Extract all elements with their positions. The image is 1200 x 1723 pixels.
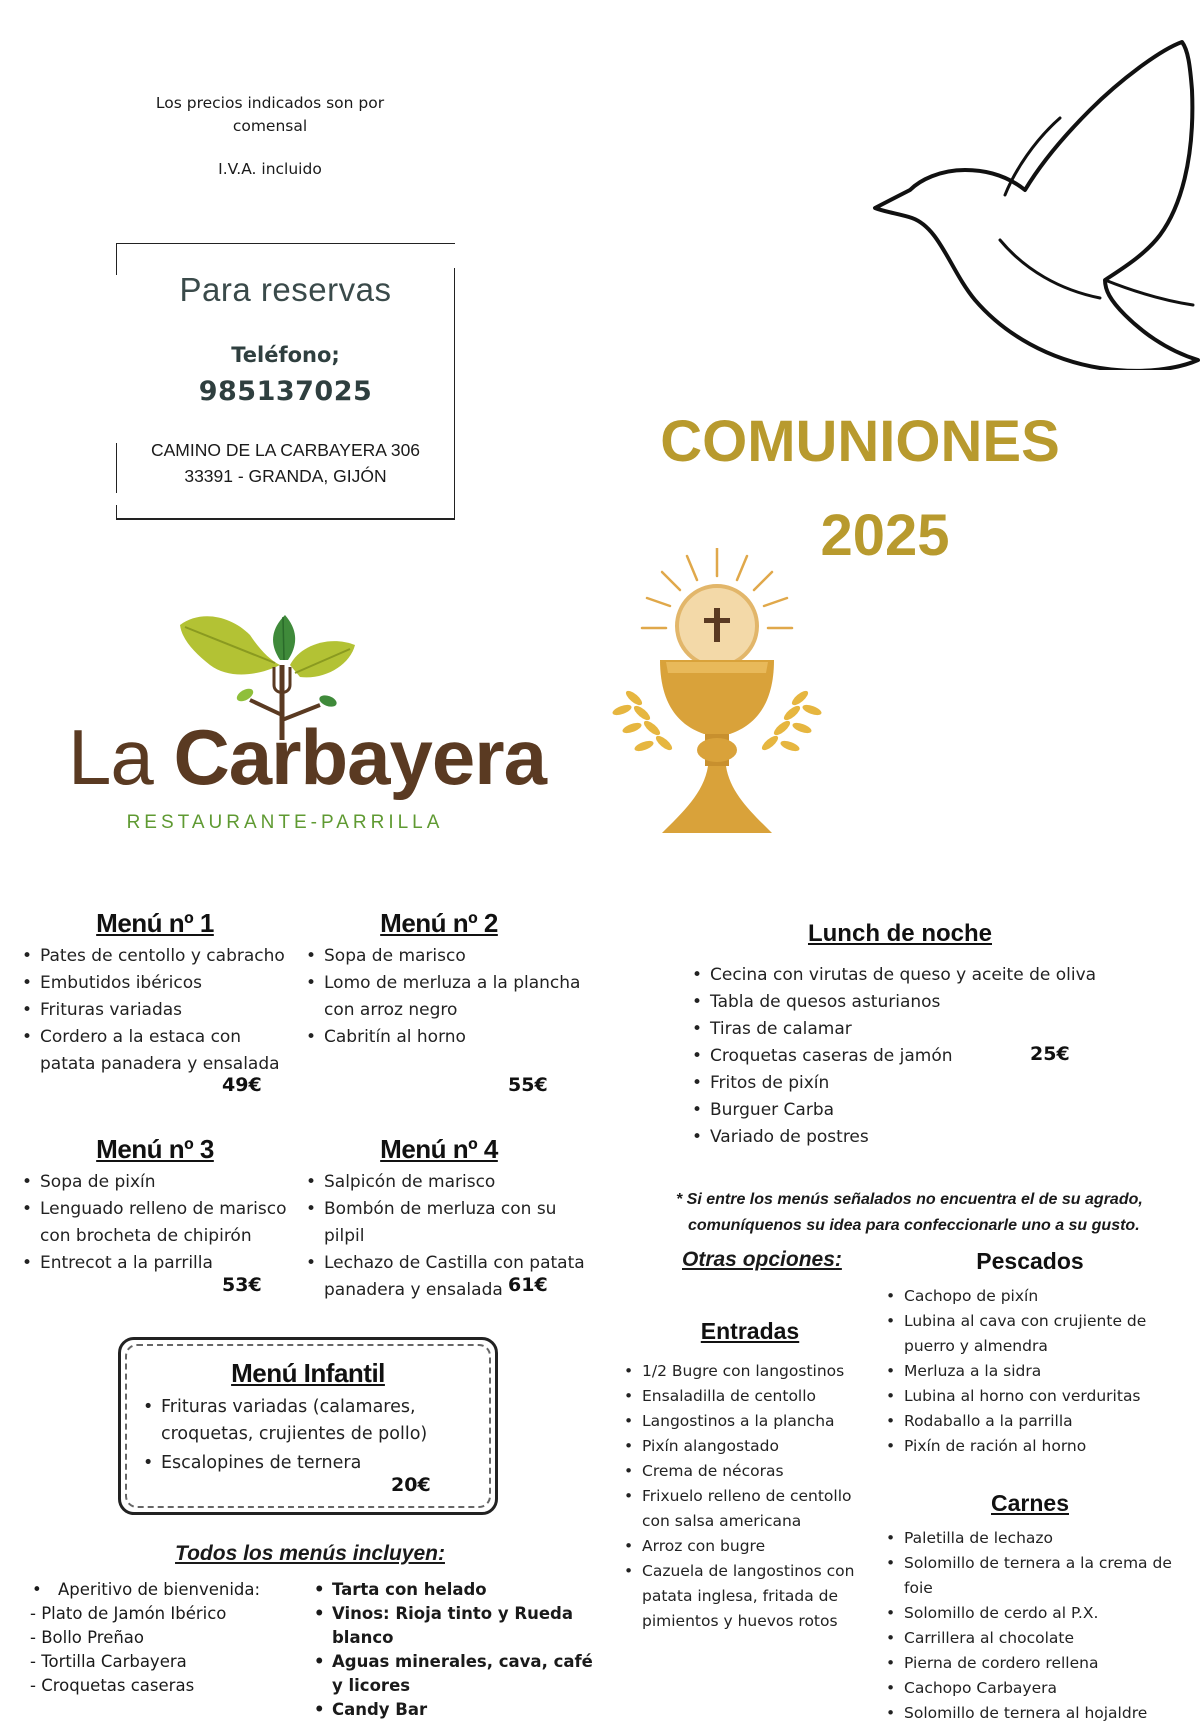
list-item: • Croquetas caseras de jamón: [690, 1043, 1110, 1070]
note-line2: comuníquenos su idea para confeccionarle uno a su gusto.: [688, 1217, 1140, 1234]
list-item: • Lomo de merluza a la plancha con arroz negro: [304, 970, 594, 1024]
phone-number: 985137025: [198, 376, 373, 407]
list-item: • Burguer Carba: [690, 1097, 1110, 1124]
price-note-line1: Los precios indicados son por: [155, 94, 385, 112]
menu-3-list: [20, 1169, 300, 1277]
list-item: • Pixín de ración al horno: [884, 1434, 1196, 1459]
list-item: • Solomillo de ternera a la crema de foie: [884, 1551, 1196, 1601]
kids-menu-list: [141, 1394, 481, 1477]
list-item: • Aguas minerales, cava, café y licores: [312, 1650, 602, 1698]
reservations-title: Para reservas: [179, 271, 392, 308]
chalice-icon: [612, 548, 822, 848]
list-item: • Cabritín al horno: [304, 1024, 594, 1051]
meats-title: Carnes: [991, 1490, 1069, 1516]
menu-3: [20, 1134, 300, 1296]
list-item: • Entrecot a la parrilla: [20, 1250, 300, 1277]
menu-1-price: 49€: [222, 1074, 262, 1096]
list-item: • Crema de nécoras: [622, 1459, 882, 1484]
list-item: • Tabla de quesos asturianos: [690, 989, 1110, 1016]
list-item: • Langostinos a la plancha: [622, 1409, 882, 1434]
list-item: • Pixín alangostado: [622, 1434, 882, 1459]
list-item: • Arroz con bugre: [622, 1534, 882, 1559]
price-note: [120, 92, 420, 181]
address-line1: CAMINO DE LA CARBAYERA 306: [150, 440, 421, 460]
includes-other-list: [312, 1578, 602, 1722]
menu-2-price: 55€: [508, 1074, 548, 1096]
list-item: • Sopa de marisco: [304, 943, 594, 970]
kids-menu-title: Menú Infantil: [231, 1358, 385, 1388]
fish-title: Pescados: [976, 1248, 1084, 1274]
menu-4: [304, 1134, 594, 1304]
event-year: 2025: [820, 503, 950, 568]
menu-2-title: Menú nº 2: [380, 908, 498, 938]
list-item: • 1/2 Bugre con langostinos: [622, 1359, 882, 1384]
dove-icon: [800, 30, 1200, 370]
aperitif-title: • Aperitivo de bienvenida:: [30, 1578, 310, 1602]
list-item: • Tarta con helado: [312, 1578, 602, 1602]
address-line2: 33391 - GRANDA, GIJÓN: [184, 466, 387, 486]
logo-subtitle: RESTAURANTE-PARRILLA: [126, 812, 444, 833]
list-item: - Croquetas caseras: [30, 1676, 195, 1695]
list-item: • Tiras de calamar: [690, 1016, 1110, 1043]
menu-2-list: [304, 943, 594, 1051]
menu-4-price: 61€: [508, 1274, 548, 1296]
list-item: • Lubina al cava con crujiente de puerro y almendra: [884, 1309, 1196, 1359]
iva-note: I.V.A. incluido: [218, 160, 322, 178]
kids-menu-price: 20€: [391, 1474, 431, 1496]
list-item: • Ensaladilla de centollo: [622, 1384, 882, 1409]
list-item: • Fritos de pixín: [690, 1070, 1110, 1097]
includes-aperitif: [30, 1578, 310, 1698]
list-item: • Candy Bar: [312, 1698, 602, 1722]
list-item: • Pates de centollo y cabracho: [20, 943, 300, 970]
logo-name-carbayera: Carbayera: [173, 713, 547, 801]
menu-2: [304, 908, 594, 1096]
list-item: • Cordero a la estaca con patata panadera y ensalada: [20, 1024, 300, 1078]
list-item: • Lubina al horno con verduritas: [884, 1384, 1196, 1409]
logo-name-la: La: [68, 713, 174, 801]
list-item: • Sopa de pixín: [20, 1169, 300, 1196]
list-item: - Plato de Jamón Ibérico: [30, 1604, 227, 1623]
list-item: • Cazuela de langostinos con patata inglesa, fritada de pimientos y huevos rotos: [622, 1559, 882, 1634]
menu-3-price: 53€: [222, 1274, 262, 1296]
list-item: • Carrillera al chocolate: [884, 1626, 1196, 1651]
other-options-title: Otras opciones:: [682, 1248, 842, 1271]
lunch-title: Lunch de noche: [807, 920, 992, 947]
list-item: • Solomillo de cerdo al P.X.: [884, 1601, 1196, 1626]
reservations-box: [116, 243, 455, 521]
list-item: • Pierna de cordero rellena: [884, 1651, 1196, 1676]
list-item: • Solomillo de ternera al hojaldre: [884, 1701, 1196, 1723]
list-item: • Vinos: Rioja tinto y Rueda blanco: [312, 1602, 602, 1650]
list-item: • Cachopo Carbayera: [884, 1676, 1196, 1701]
list-item: • Bombón de merluza con su pilpil: [304, 1196, 594, 1250]
list-item: • Merluza a la sidra: [884, 1359, 1196, 1384]
price-note-line2: comensal: [232, 117, 308, 135]
list-item: • Cachopo de pixín: [884, 1284, 1196, 1309]
custom-menu-note: [676, 1187, 1196, 1239]
list-item: • Paletilla de lechazo: [884, 1526, 1196, 1551]
list-item: • Cecina con virutas de queso y aceite de oliva: [690, 962, 1110, 989]
fish-list: [884, 1284, 1196, 1459]
list-item: • Salpicón de marisco: [304, 1169, 594, 1196]
list-item: • Frixuelo relleno de centollo con salsa americana: [622, 1484, 882, 1534]
note-line1: * Si entre los menús señalados no encuentra el de su agrado,: [676, 1191, 1143, 1208]
starters-list: [622, 1359, 882, 1634]
meats-list: [884, 1526, 1196, 1723]
list-item: - Bollo Preñao: [30, 1628, 145, 1647]
kids-menu-box: [118, 1337, 498, 1515]
list-item: • Rodaballo a la parrilla: [884, 1409, 1196, 1434]
list-item: • Embutidos ibéricos: [20, 970, 300, 997]
menu-4-list: [304, 1169, 594, 1304]
list-item: • Lechazo de Castilla con patata panadera y ensalada: [304, 1250, 594, 1304]
list-item: • Escalopines de ternera: [141, 1450, 481, 1477]
phone-label: Teléfono;: [231, 343, 340, 367]
list-item: • Lenguado relleno de marisco con brocheta de chipirón: [20, 1196, 300, 1250]
list-item: - Tortilla Carbayera: [30, 1652, 187, 1671]
includes-title: Todos los menús incluyen:: [175, 1542, 445, 1565]
list-item: • Variado de postres: [690, 1124, 1110, 1151]
menu-1-list: [20, 943, 300, 1078]
menu-1: [20, 908, 300, 1096]
list-item: • Frituras variadas (calamares, croquetas, crujientes de pollo): [141, 1394, 481, 1448]
menu-3-title: Menú nº 3: [96, 1134, 214, 1164]
event-title: COMUNIONES: [660, 409, 1060, 474]
starters-title: Entradas: [700, 1318, 800, 1344]
menu-4-title: Menú nº 4: [380, 1134, 498, 1164]
lunch-price: 25€: [1030, 1043, 1070, 1065]
menu-1-title: Menú nº 1: [96, 908, 214, 938]
logo-name: [68, 712, 547, 803]
list-item: • Frituras variadas: [20, 997, 300, 1024]
